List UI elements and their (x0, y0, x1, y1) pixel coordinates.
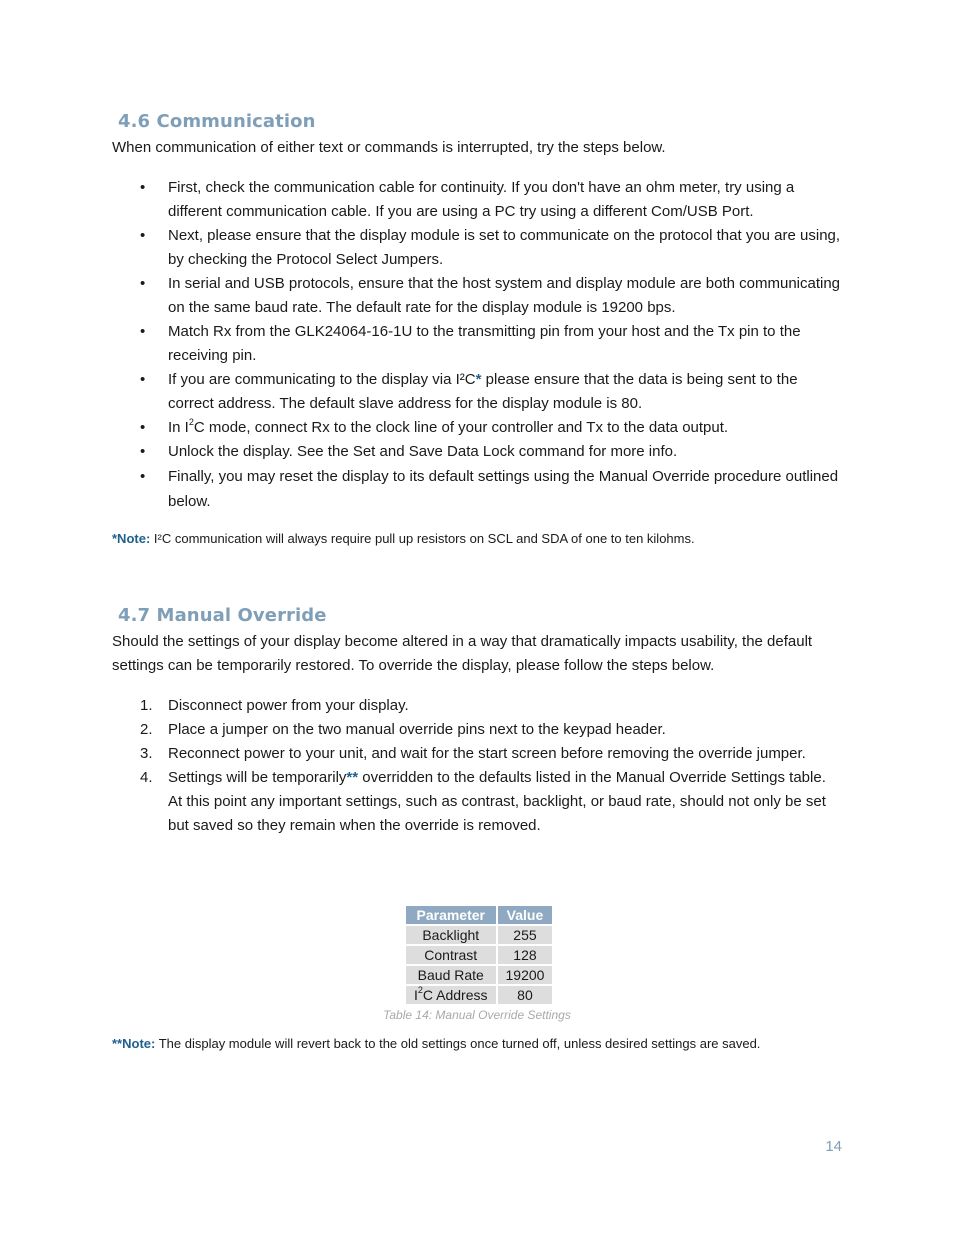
manual-override-table (404, 904, 554, 1006)
list-item: • In serial and USB protocols, ensure that the host system and display module are both communicating on the same baud rate. The default rate for the display module is 19200 bps. (112, 272, 842, 320)
step-number: 2. (140, 721, 153, 738)
bullet-marker: • (140, 179, 146, 196)
table-cell: $I^2C$ Address (406, 986, 496, 1004)
footnote-star: * (475, 371, 482, 388)
bullet-marker: • (140, 419, 146, 436)
table-row (406, 946, 552, 964)
table-cell: 19200 (498, 966, 553, 984)
table-cell: Baud Rate (406, 966, 496, 984)
footnote-star: ** (346, 769, 359, 786)
column-header: Parameter (406, 906, 496, 924)
communication-intro: When communication of either text or commands is interrupted, try the steps below. (112, 139, 666, 156)
table-row (406, 986, 552, 1004)
communication-note: *Note: I²C communication will always require pull up resistors on SCL and SDA of one to ten kilohms. (112, 531, 695, 546)
section-heading-communication: 4.6 Communication (118, 111, 316, 132)
bullet-marker: • (140, 227, 146, 244)
table-cell: Backlight (406, 926, 496, 944)
bullet-marker: • (140, 443, 146, 460)
note-label: *Note: (112, 531, 151, 546)
table-cell: 255 (498, 926, 553, 944)
list-item: • Unlock the display. See the Set and Save Data Lock command for more info. (112, 440, 842, 464)
step-number: 1. (140, 697, 153, 714)
list-item: • Finally, you may reset the display to its default settings using the Manual Override procedure outlined below. (112, 464, 842, 514)
section-heading-manual-override: 4.7 Manual Override (118, 605, 327, 626)
list-item: 2. Place a jumper on the two manual override pins next to the keypad header. (112, 718, 842, 742)
step-number: 4. (140, 769, 153, 786)
manual-override-note: **Note: The display module will revert back to the old settings once turned off, unless desired settings are saved. (112, 1036, 761, 1051)
table-row (406, 926, 552, 944)
communication-bullet-list (112, 176, 842, 514)
note-label: **Note: (112, 1036, 156, 1051)
list-item: • In $I^2C$ mode, connect Rx to the clock line of your controller and Tx to the data output. (112, 416, 842, 440)
page-number: 14 (825, 1138, 842, 1155)
list-item: • First, check the communication cable for continuity. If you don't have an ohm meter, try using a different communication cable. If you are using a PC try using a different Com/USB Port. (112, 176, 842, 224)
table-cell: 128 (498, 946, 553, 964)
bullet-marker: • (140, 275, 146, 292)
bullet-marker: • (140, 323, 146, 340)
table-cell: Contrast (406, 946, 496, 964)
list-item: 3. Reconnect power to your unit, and wait for the start screen before removing the override jumper. (112, 742, 842, 766)
manual-override-steps (112, 694, 842, 838)
list-item: • Match Rx from the GLK24064-16-1U to the transmitting pin from your host and the Tx pin to the receiving pin. (112, 320, 842, 368)
column-header: Value (498, 906, 553, 924)
table-row (406, 966, 552, 984)
table-cell: 80 (498, 986, 553, 1004)
list-item: • Next, please ensure that the display module is set to communicate on the protocol that you are using, by checking the Protocol Select Jumpers. (112, 224, 842, 272)
manual-override-intro: Should the settings of your display become altered in a way that dramatically impacts usability, the default settings can be temporarily restored. To override the display, please follow the steps below. (112, 633, 813, 674)
list-item: 1. Disconnect power from your display. (112, 694, 842, 718)
bullet-marker: • (140, 371, 146, 388)
list-item: 4. Settings will be temporarily** overridden to the defaults listed in the Manual Override Settings table. At this point any important settings, such as contrast, backlight, or baud rate, should not only be set but saved so they remain when the override is removed. (112, 766, 842, 838)
list-item: • If you are communicating to the display via I²C* please ensure that the data is being sent to the correct address. The default slave address for the display module is 80. (112, 368, 842, 416)
table-caption: Table 14: Manual Override Settings (383, 1008, 571, 1022)
table-header-row (406, 906, 552, 924)
step-number: 3. (140, 745, 153, 762)
bullet-marker: • (140, 468, 146, 485)
